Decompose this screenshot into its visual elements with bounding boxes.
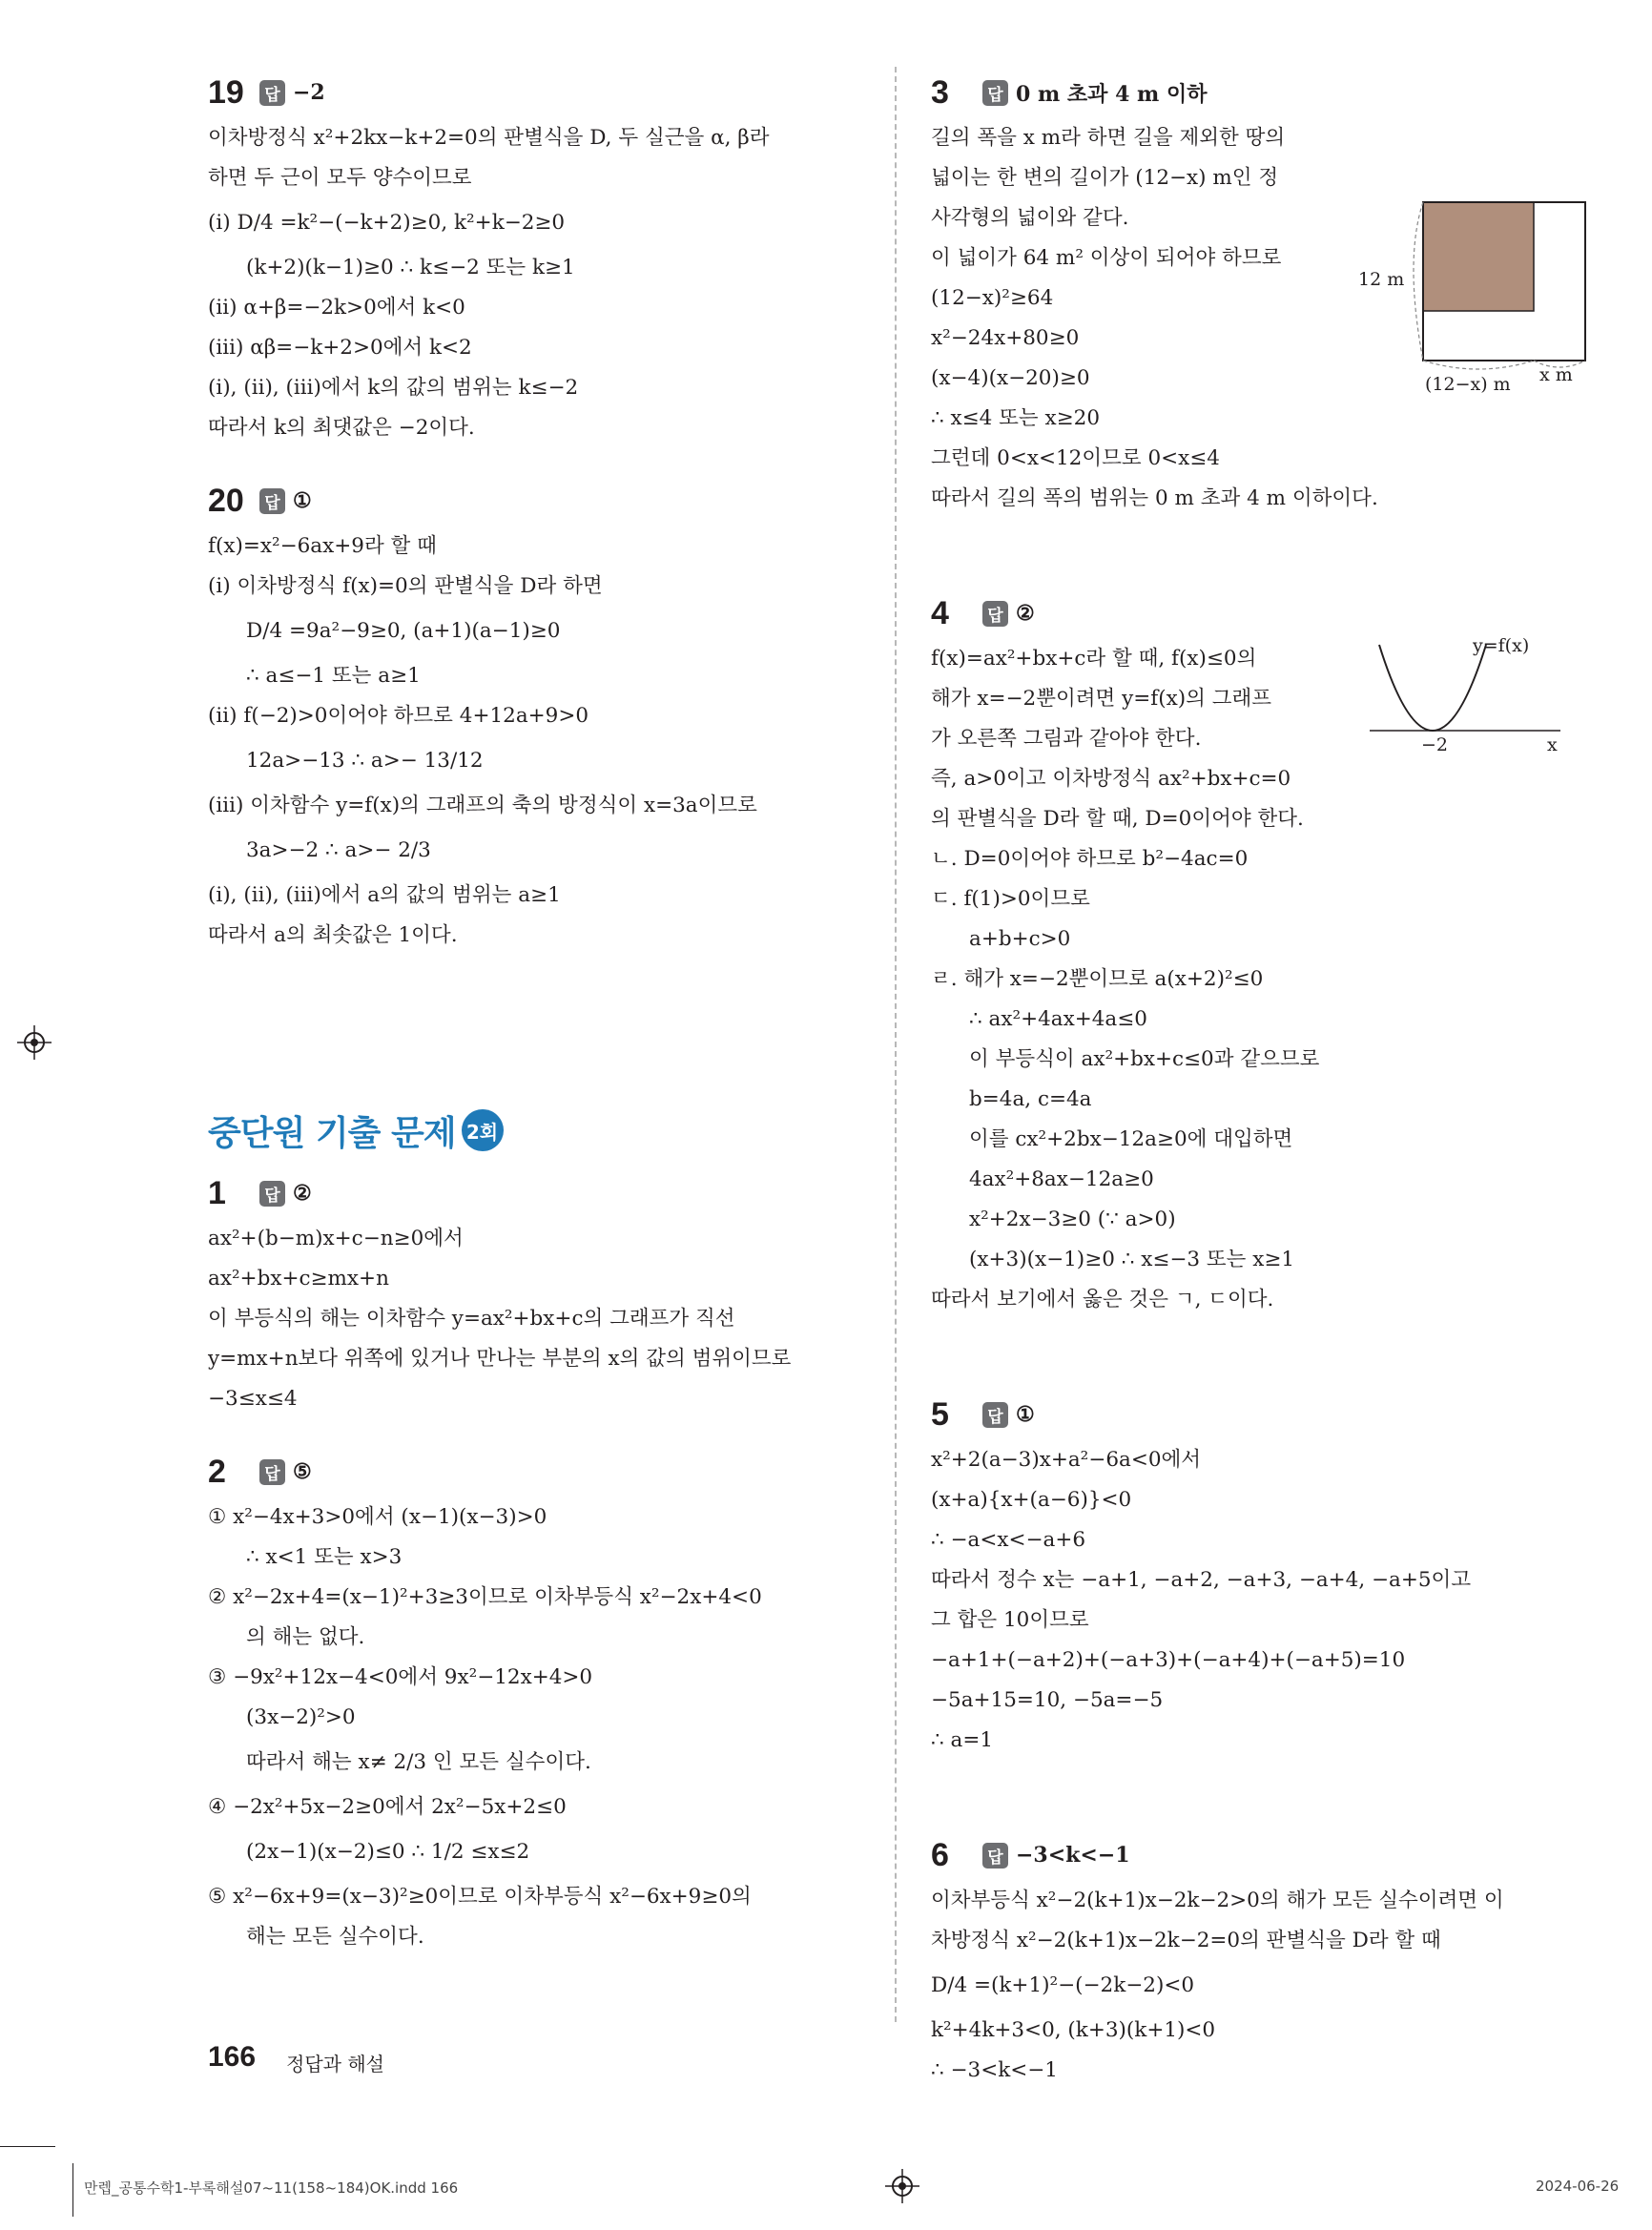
solution-line: (12−x)²≥64 bbox=[931, 286, 1054, 310]
solution-line: 따라서 정수 x는 −a+1, −a+2, −a+3, −a+4, −a+5이고 bbox=[931, 1568, 1472, 1592]
parabola-curve bbox=[1379, 645, 1486, 731]
problem-number: 20 bbox=[208, 482, 244, 519]
solution-line: ∴ a≤−1 또는 a≥1 bbox=[246, 664, 421, 688]
problem-20 bbox=[208, 475, 866, 956]
solution-line: ④ −2x²+5x−2≥0에서 2x²−5x+2≤0 bbox=[208, 1795, 567, 1819]
problem-header bbox=[208, 475, 866, 527]
solution-line: (x−4)(x−20)≥0 bbox=[931, 366, 1090, 390]
problem-number: 6 bbox=[931, 1836, 949, 1873]
problem-1 bbox=[208, 1167, 866, 1419]
answer-badge: 답 bbox=[982, 601, 1008, 627]
answer-value: ① bbox=[293, 488, 312, 513]
answer-badge: 답 bbox=[259, 1181, 285, 1207]
problem-header bbox=[208, 67, 866, 118]
problem-number: 19 bbox=[208, 73, 244, 111]
solution-line: (x+3)(x−1)≥0 ∴ x≤−3 또는 x≥1 bbox=[969, 1248, 1295, 1271]
answer-value: ① bbox=[1016, 1402, 1035, 1427]
x-axis-label: x bbox=[1547, 734, 1558, 755]
solution-line: (ⅲ) 이차함수 y=f(x)의 그래프의 축의 방정식이 x=3a이므로 bbox=[208, 794, 757, 817]
solution-line: −3≤x≤4 bbox=[208, 1387, 298, 1411]
solution-line: ∴ ax²+4ax+4a≤0 bbox=[969, 1007, 1147, 1031]
answer-badge: 답 bbox=[259, 80, 285, 106]
solution-line: 해가 x=−2뿐이려면 y=f(x)의 그래프 bbox=[931, 687, 1272, 711]
solution-line: 따라서 보기에서 옳은 것은 ㄱ, ㄷ이다. bbox=[931, 1288, 1274, 1311]
solution-line: ∴ x<1 또는 x>3 bbox=[246, 1545, 403, 1569]
solution-line: ㄷ. f(1)>0이므로 bbox=[931, 887, 1090, 911]
solution-line: (ⅲ) αβ=−k+2>0에서 k<2 bbox=[208, 336, 472, 360]
solution-line: ax²+(b−m)x+c−n≥0에서 bbox=[208, 1227, 464, 1250]
page-number: 166 bbox=[208, 2041, 257, 2073]
solution-line: 따라서 k의 최댓값은 −2이다. bbox=[208, 416, 475, 440]
problem-5 bbox=[931, 1389, 1599, 1761]
solution-line: b=4a, c=4a bbox=[969, 1087, 1092, 1111]
bottom-brace bbox=[1423, 361, 1534, 369]
curve-label: y=f(x) bbox=[1473, 635, 1530, 656]
solution-line: (ⅰ) 이차방정식 f(x)=0의 판별식을 D라 하면 bbox=[208, 574, 603, 598]
solution-line: f(x)=ax²+bx+c라 할 때, f(x)≤0의 bbox=[931, 647, 1257, 671]
problem-3 bbox=[931, 67, 1599, 519]
file-name: 만렙_공통수학1-부록해설07~11(158~184)OK.indd 166 bbox=[84, 2179, 459, 2197]
answer-badge: 답 bbox=[982, 80, 1008, 106]
solution-line: ③ −9x²+12x−4<0에서 9x²−12x+4>0 bbox=[208, 1665, 593, 1689]
solution-line: (ⅰ), (ⅱ), (ⅲ)에서 a의 값의 범위는 a≥1 bbox=[208, 883, 561, 907]
solution-line: ∴ −a<x<−a+6 bbox=[931, 1528, 1086, 1552]
problem-header bbox=[931, 1389, 1599, 1440]
solution-line: 12a>−13 ∴ a>− 13/12 bbox=[246, 749, 484, 773]
problem-header bbox=[931, 1829, 1599, 1881]
solution-line: 의 판별식을 D라 할 때, D=0이어야 한다. bbox=[931, 807, 1304, 831]
solution-line: 가 오른쪽 그림과 같아야 한다. bbox=[931, 727, 1202, 751]
solution-line: 사각형의 넓이와 같다. bbox=[931, 206, 1129, 230]
solution-line: y=mx+n보다 위쪽에 있거나 만나는 부분의 x의 값의 범위이므로 bbox=[208, 1347, 792, 1371]
solution-line: 이 부등식의 해는 이차함수 y=ax²+bx+c의 그래프가 직선 bbox=[208, 1307, 735, 1331]
solution-line: 이 넓이가 64 m² 이상이 되어야 하므로 bbox=[931, 246, 1282, 270]
solution-line: x²−24x+80≥0 bbox=[931, 326, 1080, 350]
problem-header bbox=[208, 1446, 866, 1497]
answer-badge: 답 bbox=[259, 1459, 285, 1485]
problem-2 bbox=[208, 1446, 866, 1957]
answer-badge: 답 bbox=[982, 1843, 1008, 1869]
solution-line: x²+2(a−3)x+a²−6a<0에서 bbox=[931, 1448, 1202, 1472]
parabola-figure bbox=[1370, 635, 1580, 769]
solution-line: 3a>−2 ∴ a>− 2/3 bbox=[246, 838, 431, 862]
solution-line: ∴ −3<k<−1 bbox=[931, 2058, 1058, 2082]
answer-value: ⑤ bbox=[293, 1459, 312, 1484]
answer-value: ② bbox=[293, 1181, 312, 1206]
solution-line: −5a+15=10, −5a=−5 bbox=[931, 1688, 1164, 1712]
right-column bbox=[931, 67, 1599, 2117]
road-diagram bbox=[1358, 128, 1599, 404]
land-area bbox=[1423, 202, 1534, 311]
section-title bbox=[208, 1099, 866, 1162]
solution-line: 그런데 0<x<12이므로 0<x≤4 bbox=[931, 446, 1220, 470]
problem-6 bbox=[931, 1829, 1599, 2091]
problem-19 bbox=[208, 67, 866, 448]
problem-number: 1 bbox=[208, 1174, 226, 1211]
solution-line: (ⅱ) α+β=−2k>0에서 k<0 bbox=[208, 296, 465, 320]
solution-line: 따라서 a의 최솟값은 1이다. bbox=[208, 923, 458, 947]
solution-line: 차방정식 x²−2(k+1)x−2k−2=0의 판별식을 D라 할 때 bbox=[931, 1929, 1441, 1952]
solution-line: 넓이는 한 변의 길이가 (12−x) m인 정 bbox=[931, 166, 1279, 190]
side-length-label: 12 m bbox=[1358, 269, 1405, 290]
solution-line: 길의 폭을 x m라 하면 길을 제외한 땅의 bbox=[931, 126, 1286, 150]
problem-number: 5 bbox=[931, 1395, 949, 1433]
solution-line: −a+1+(−a+2)+(−a+3)+(−a+4)+(−a+5)=10 bbox=[931, 1648, 1406, 1672]
solution-line: 이차방정식 x²+2kx−k+2=0의 판별식을 D, 두 실근을 α, β라 bbox=[208, 126, 770, 150]
problem-header bbox=[931, 67, 1599, 118]
solution-line: a+b+c>0 bbox=[969, 927, 1071, 951]
road-figure bbox=[1358, 128, 1599, 404]
answer-badge: 답 bbox=[982, 1402, 1008, 1428]
solution-line: k²+4k+3<0, (k+3)(k+1)<0 bbox=[931, 2018, 1216, 2042]
problem-header bbox=[931, 588, 1599, 639]
solution-line: f(x)=x²−6ax+9라 할 때 bbox=[208, 534, 437, 558]
left-column bbox=[208, 67, 866, 1984]
round-badge: 2회 bbox=[462, 1109, 504, 1151]
solution-line: ㄴ. D=0이어야 하므로 b²−4ac=0 bbox=[931, 847, 1249, 871]
solution-line: 따라서 해는 x≠ 2/3 인 모든 실수이다. bbox=[246, 1750, 591, 1774]
solution-line: (ⅱ) f(−2)>0이어야 하므로 4+12a+9>0 bbox=[208, 704, 589, 728]
solution-line: x²+2x−3≥0 (∵ a>0) bbox=[969, 1208, 1176, 1231]
solution-line: (k+2)(k−1)≥0 ∴ k≤−2 또는 k≥1 bbox=[246, 256, 575, 279]
footer-label: 정답과 해설 bbox=[286, 2053, 384, 2075]
column-divider bbox=[895, 67, 897, 2022]
solution-line: ∴ x≤4 또는 x≥20 bbox=[931, 406, 1101, 430]
solution-line: 그 합은 10이므로 bbox=[931, 1608, 1089, 1632]
solution-line: ∴ a=1 bbox=[931, 1728, 994, 1752]
registration-mark-icon bbox=[885, 2169, 919, 2207]
solution-line: (x+a){x+(a−6)}<0 bbox=[931, 1488, 1132, 1512]
solution-line: 이 부등식이 ax²+bx+c≤0과 같으므로 bbox=[969, 1047, 1320, 1071]
solution-line: (ⅰ) D/4 =k²−(−k+2)≥0, k²+k−2≥0 bbox=[208, 211, 566, 235]
solution-line: 해는 모든 실수이다. bbox=[246, 1925, 424, 1949]
solution-line: ① x²−4x+3>0에서 (x−1)(x−3)>0 bbox=[208, 1505, 547, 1529]
vertex-label: −2 bbox=[1421, 734, 1449, 755]
inner-length-label: (12−x) m bbox=[1425, 374, 1511, 395]
solution-line: 이차부등식 x²−2(k+1)x−2k−2>0의 해가 모든 실수이려면 이 bbox=[931, 1889, 1504, 1912]
solution-line: 하면 두 근이 모두 양수이므로 bbox=[208, 166, 472, 190]
solution-line: 즉, a>0이고 이차방정식 ax²+bx+c=0 bbox=[931, 767, 1291, 791]
problem-header bbox=[208, 1167, 866, 1219]
section-title-text: 중단원 기출 문제 bbox=[208, 1113, 456, 1153]
solution-line: (ⅰ), (ⅱ), (ⅲ)에서 k의 값의 범위는 k≤−2 bbox=[208, 376, 579, 400]
problem-4 bbox=[931, 588, 1599, 1320]
solution-line: 4ax²+8ax−12a≥0 bbox=[969, 1167, 1154, 1191]
solution-line: 따라서 길의 폭의 범위는 0 m 초과 4 m 이하이다. bbox=[931, 486, 1378, 510]
answer-value: −3<k<−1 bbox=[1016, 1843, 1130, 1868]
solution-line: ㄹ. 해가 x=−2뿐이므로 a(x+2)²≤0 bbox=[931, 967, 1264, 991]
solution-line: (3x−2)²>0 bbox=[246, 1705, 356, 1729]
solution-line: ax²+bx+c≥mx+n bbox=[208, 1267, 389, 1291]
problem-number: 4 bbox=[931, 594, 949, 631]
answer-value: −2 bbox=[293, 80, 325, 105]
solution-line: 의 해는 없다. bbox=[246, 1625, 365, 1649]
answer-value: ② bbox=[1016, 601, 1035, 626]
solution-line: (2x−1)(x−2)≤0 ∴ 1/2 ≤x≤2 bbox=[246, 1840, 530, 1864]
solution-line: ② x²−2x+4=(x−1)²+3≥3이므로 이차부등식 x²−2x+4<0 bbox=[208, 1585, 762, 1609]
side-brace bbox=[1414, 202, 1423, 361]
solution-line: 이를 cx²+2bx−12a≥0에 대입하면 bbox=[969, 1127, 1293, 1151]
solution-line: ⑤ x²−6x+9=(x−3)²≥0이므로 이차부등식 x²−6x+9≥0의 bbox=[208, 1885, 752, 1909]
problem-number: 2 bbox=[208, 1453, 226, 1490]
crop-line bbox=[72, 2163, 73, 2217]
print-date: 2024-06-26 bbox=[1536, 2178, 1620, 2195]
problem-number: 3 bbox=[931, 73, 949, 111]
answer-value: 0 m 초과 4 m 이하 bbox=[1016, 81, 1208, 107]
answer-badge: 답 bbox=[259, 488, 285, 514]
registration-mark-icon bbox=[17, 1025, 52, 1063]
solution-line: D/4 =(k+1)²−(−2k−2)<0 bbox=[931, 1973, 1195, 1997]
road-width-label: x m bbox=[1539, 364, 1573, 385]
crop-line bbox=[0, 2146, 55, 2147]
solution-line: D/4 =9a²−9≥0, (a+1)(a−1)≥0 bbox=[246, 619, 561, 643]
